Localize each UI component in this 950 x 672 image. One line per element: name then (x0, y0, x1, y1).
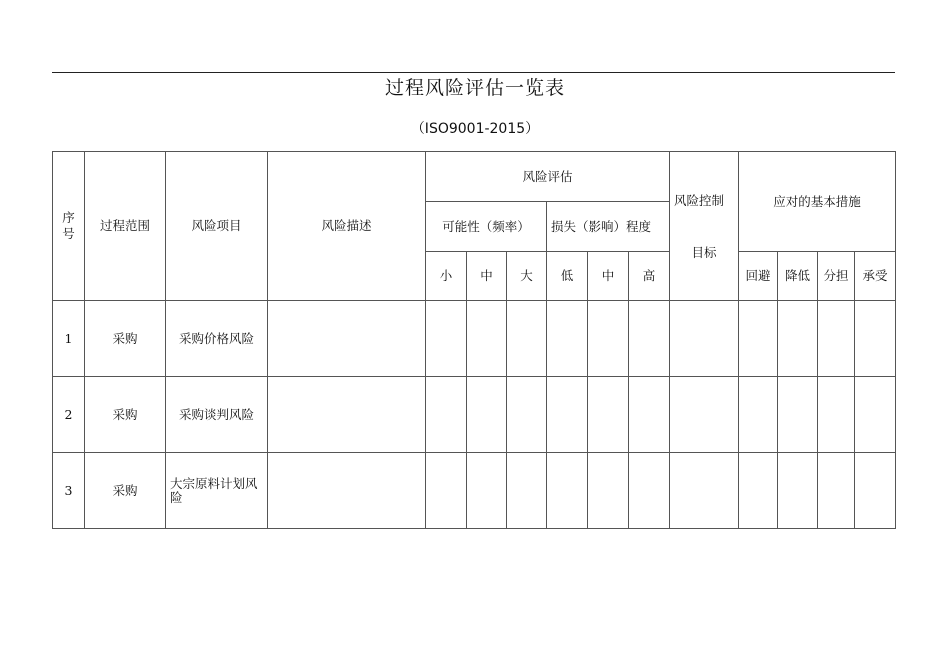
cell (507, 301, 547, 377)
header-measure-reduce: 降低 (778, 252, 818, 301)
row-seq: 3 (53, 453, 85, 529)
row-seq: 2 (53, 377, 85, 453)
header-risk-item: 风险项目 (166, 152, 268, 301)
cell (739, 301, 778, 377)
header-likelihood-medium: 中 (467, 252, 507, 301)
header-loss-high: 高 (629, 252, 670, 301)
header-process-scope: 过程范围 (85, 152, 166, 301)
cell (507, 453, 547, 529)
row-desc (268, 301, 426, 377)
document-subtitle: （ISO9001-2015） (410, 121, 540, 137)
header-seq-label: 序号 (62, 210, 75, 241)
cell (426, 377, 467, 453)
row-desc (268, 377, 426, 453)
header-control-target-line2: 目标 (691, 245, 717, 260)
header-loss-low: 低 (547, 252, 588, 301)
cell (426, 301, 467, 377)
row-scope: 采购 (85, 377, 166, 453)
header-loss (547, 202, 670, 252)
cell (818, 453, 855, 529)
cell (629, 377, 670, 453)
cell (670, 377, 739, 453)
header-loss-medium: 中 (588, 252, 629, 301)
header-likelihood-small: 小 (426, 252, 467, 301)
cell (739, 453, 778, 529)
header-loss-label: 损失（影响）程度 (551, 218, 652, 234)
cell (467, 301, 507, 377)
table-row (53, 301, 896, 377)
cell (855, 453, 896, 529)
cell (818, 377, 855, 453)
cell (547, 453, 588, 529)
cell (507, 377, 547, 453)
row-item-label: 大宗原料计划风险 (170, 475, 258, 505)
row-desc (268, 453, 426, 529)
header-risk-eval: 风险评估 (426, 152, 670, 202)
cell (778, 301, 818, 377)
cell (670, 453, 739, 529)
header-seq (53, 152, 85, 301)
document-title: 过程风险评估一览表 (384, 77, 565, 99)
cell (547, 377, 588, 453)
cell (547, 301, 588, 377)
row-scope: 采购 (85, 453, 166, 529)
header-measure-accept: 承受 (855, 252, 896, 301)
cell (629, 453, 670, 529)
cell (818, 301, 855, 377)
header-measures: 应对的基本措施 (739, 152, 896, 252)
cell (778, 377, 818, 453)
header-risk-desc: 风险描述 (268, 152, 426, 301)
cell (855, 301, 896, 377)
cell (588, 377, 629, 453)
cell (778, 453, 818, 529)
header-likelihood: 可能性（频率） (426, 202, 547, 252)
cell (467, 453, 507, 529)
risk-assessment-table (52, 151, 896, 529)
cell (426, 453, 467, 529)
row-scope: 采购 (85, 301, 166, 377)
cell (588, 301, 629, 377)
row-item: 采购价格风险 (166, 301, 268, 377)
row-item: 采购谈判风险 (166, 377, 268, 453)
table-row (53, 377, 896, 453)
cell (670, 301, 739, 377)
row-item (166, 453, 268, 529)
row-seq: 1 (53, 301, 85, 377)
cell (855, 377, 896, 453)
cell (739, 377, 778, 453)
header-likelihood-large: 大 (507, 252, 547, 301)
header-measure-share: 分担 (818, 252, 855, 301)
cell (467, 377, 507, 453)
cell (588, 453, 629, 529)
cell (629, 301, 670, 377)
header-control-target-line1: 风险控制 (674, 193, 725, 208)
header-measure-avoid: 回避 (739, 252, 778, 301)
table-row (53, 453, 896, 529)
header-control-target (670, 152, 739, 301)
